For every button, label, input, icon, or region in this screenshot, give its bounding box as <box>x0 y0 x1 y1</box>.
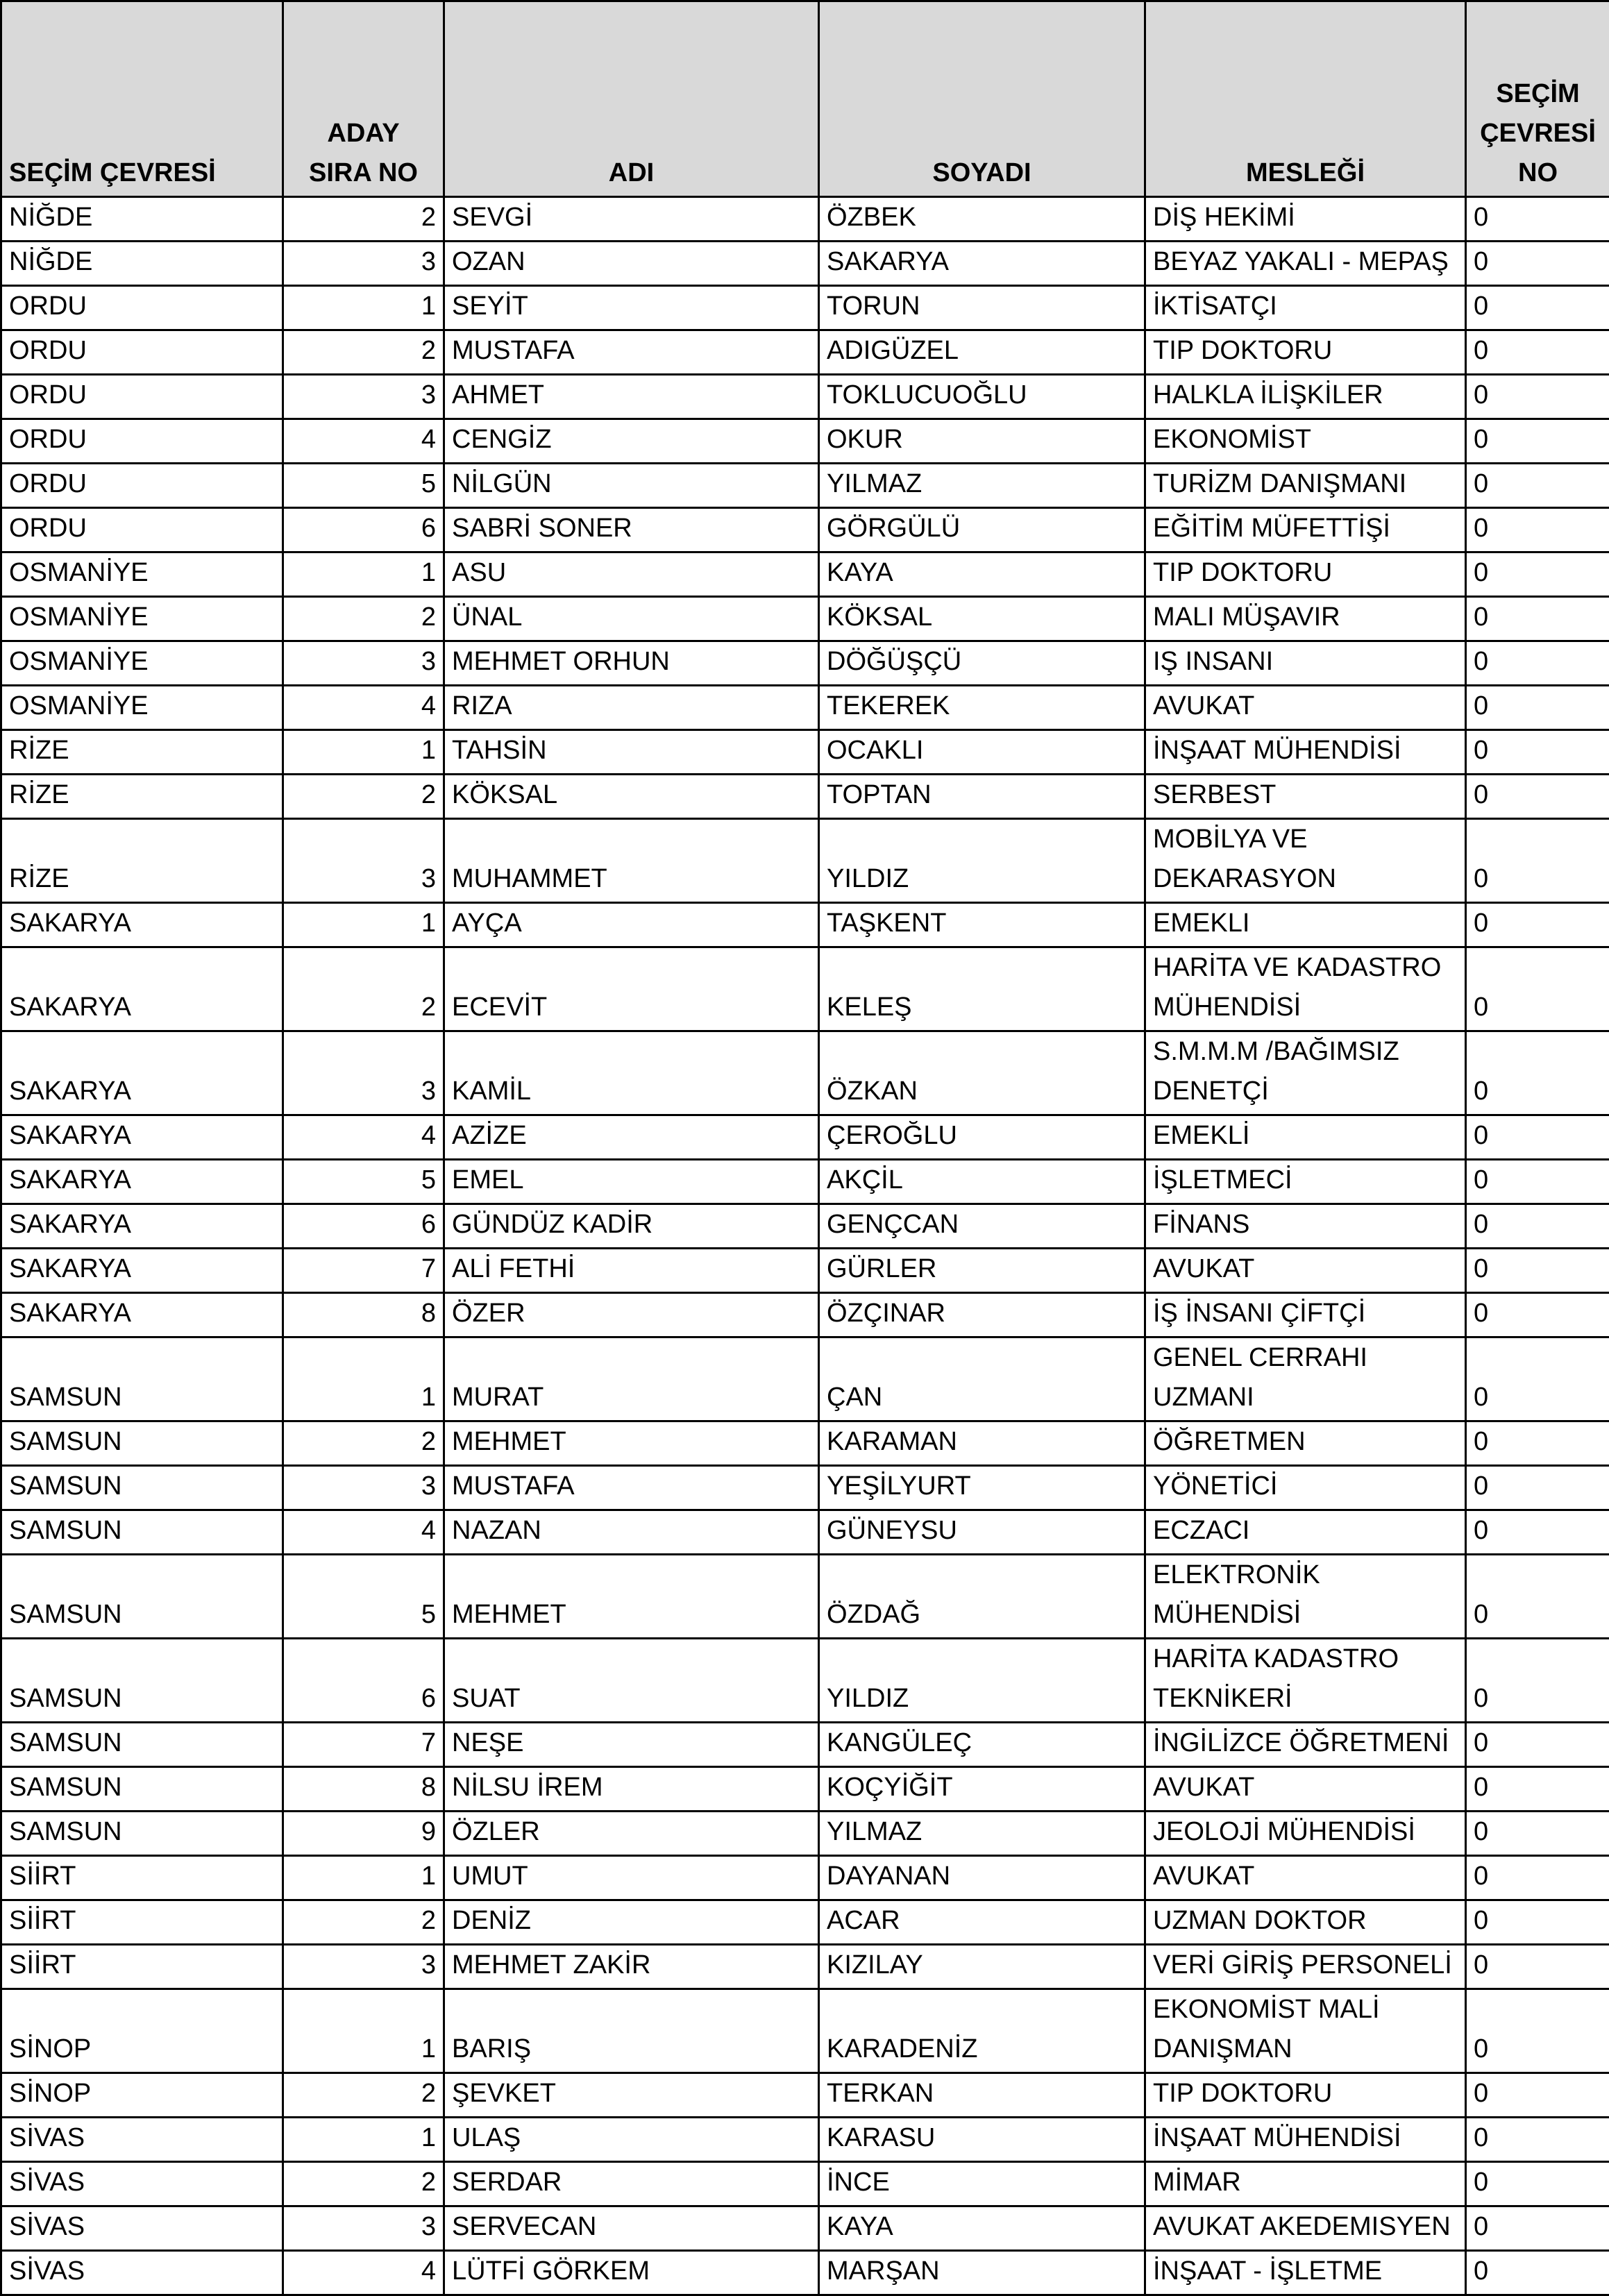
cell-district-no[interactable]: 0 <box>1466 1249 1609 1293</box>
cell-profession[interactable]: AVUKAT AKEDEMISYEN <box>1145 2206 1466 2251</box>
header-name[interactable]: ADI <box>444 1 819 197</box>
cell-district[interactable]: NİĞDE <box>1 197 283 242</box>
table-row <box>1 597 1609 641</box>
cell-name[interactable]: MEHMET <box>444 1555 819 1639</box>
cell-district-no[interactable]: 0 <box>1466 242 1609 286</box>
table-row <box>1 2162 1609 2206</box>
cell-surname[interactable]: KARAMAN <box>819 1421 1145 1466</box>
cell-order-no[interactable]: 8 <box>283 1293 444 1337</box>
cell-profession[interactable]: MİMAR <box>1145 2162 1466 2206</box>
table-row <box>1 464 1609 508</box>
cell-district-no[interactable]: 0 <box>1466 1204 1609 1249</box>
table-row <box>1 1466 1609 1510</box>
cell-profession[interactable]: HARİTA VE KADASTRO MÜHENDİSİ <box>1145 947 1466 1031</box>
cell-name[interactable]: DENİZ <box>444 1900 819 1945</box>
cell-surname[interactable]: YILMAZ <box>819 464 1145 508</box>
header-district[interactable]: SEÇİM ÇEVRESİ <box>1 1 283 197</box>
cell-district[interactable]: SAMSUN <box>1 1723 283 1767</box>
table-row <box>1 2251 1609 2295</box>
cell-profession[interactable]: HARİTA KADASTRO TEKNİKERİ <box>1145 1639 1466 1723</box>
cell-name[interactable]: SERDAR <box>444 2162 819 2206</box>
cell-order-no[interactable]: 9 <box>283 1812 444 1856</box>
cell-name[interactable]: AZİZE <box>444 1115 819 1160</box>
cell-order-no[interactable]: 2 <box>283 947 444 1031</box>
cell-name[interactable]: ÖZLER <box>444 1812 819 1856</box>
cell-surname[interactable]: KIZILAY <box>819 1945 1145 1989</box>
cell-profession[interactable]: AVUKAT <box>1145 1767 1466 1812</box>
cell-district[interactable]: ORDU <box>1 464 283 508</box>
cell-district-no[interactable]: 0 <box>1466 730 1609 775</box>
cell-order-no[interactable]: 2 <box>283 330 444 375</box>
cell-district-no[interactable]: 0 <box>1466 1812 1609 1856</box>
cell-surname[interactable]: ÖZBEK <box>819 197 1145 242</box>
cell-district[interactable]: SİVAS <box>1 2162 283 2206</box>
cell-profession[interactable]: AVUKAT <box>1145 1249 1466 1293</box>
table-row <box>1 552 1609 597</box>
cell-surname[interactable]: OKUR <box>819 419 1145 464</box>
header-district-no-label: SEÇİM ÇEVRESİ NO <box>1480 79 1596 187</box>
cell-district[interactable]: NİĞDE <box>1 242 283 286</box>
cell-order-no[interactable]: 4 <box>283 686 444 730</box>
cell-surname[interactable]: DAYANAN <box>819 1856 1145 1900</box>
cell-name[interactable]: NİLSU İREM <box>444 1767 819 1812</box>
cell-surname[interactable]: TEKEREK <box>819 686 1145 730</box>
cell-surname[interactable]: ÖZKAN <box>819 1031 1145 1115</box>
cell-name[interactable]: MEHMET ORHUN <box>444 641 819 686</box>
cell-profession[interactable]: ELEKTRONİK MÜHENDİSİ <box>1145 1555 1466 1639</box>
cell-district[interactable]: SİİRT <box>1 1856 283 1900</box>
cell-name[interactable]: LÜTFİ GÖRKEM <box>444 2251 819 2295</box>
table-row <box>1 1989 1609 2073</box>
cell-name[interactable]: TAHSİN <box>444 730 819 775</box>
cell-order-no[interactable]: 3 <box>283 2206 444 2251</box>
cell-profession[interactable]: UZMAN DOKTOR <box>1145 1900 1466 1945</box>
cell-district[interactable]: ORDU <box>1 330 283 375</box>
cell-district-no[interactable]: 0 <box>1466 1856 1609 1900</box>
table-row <box>1 1767 1609 1812</box>
cell-profession[interactable]: AVUKAT <box>1145 1856 1466 1900</box>
cell-district-no[interactable]: 0 <box>1466 2073 1609 2118</box>
table-row <box>1 641 1609 686</box>
cell-district[interactable]: RİZE <box>1 730 283 775</box>
cell-name[interactable]: ALİ FETHİ <box>444 1249 819 1293</box>
header-profession[interactable]: MESLEĞİ <box>1145 1 1466 197</box>
cell-profession[interactable]: ÖĞRETMEN <box>1145 1421 1466 1466</box>
cell-order-no[interactable]: 3 <box>283 1466 444 1510</box>
cell-profession[interactable]: ECZACI <box>1145 1510 1466 1555</box>
table-row <box>1 1293 1609 1337</box>
table-row <box>1 1337 1609 1421</box>
cell-order-no[interactable]: 4 <box>283 2251 444 2295</box>
cell-district[interactable]: SAMSUN <box>1 1812 283 1856</box>
cell-district[interactable]: SAKARYA <box>1 1293 283 1337</box>
cell-surname[interactable]: KANGÜLEÇ <box>819 1723 1145 1767</box>
cell-profession[interactable]: MOBİLYA VE DEKARASYON <box>1145 819 1466 903</box>
cell-district[interactable]: SAMSUN <box>1 1767 283 1812</box>
cell-order-no[interactable]: 1 <box>283 1989 444 2073</box>
cell-district-no[interactable]: 0 <box>1466 1466 1609 1510</box>
cell-district-no[interactable]: 0 <box>1466 508 1609 552</box>
cell-name[interactable]: ŞEVKET <box>444 2073 819 2118</box>
cell-profession[interactable]: TURİZM DANIŞMANI <box>1145 464 1466 508</box>
cell-profession[interactable]: DİŞ HEKİMİ <box>1145 197 1466 242</box>
cell-district[interactable]: SİVAS <box>1 2251 283 2295</box>
cell-surname[interactable]: OCAKLI <box>819 730 1145 775</box>
cell-district[interactable]: ORDU <box>1 508 283 552</box>
cell-district[interactable]: SAMSUN <box>1 1555 283 1639</box>
cell-surname[interactable]: KÖKSAL <box>819 597 1145 641</box>
cell-order-no[interactable]: 2 <box>283 1421 444 1466</box>
cell-surname[interactable]: ADIGÜZEL <box>819 330 1145 375</box>
cell-order-no[interactable]: 2 <box>283 2073 444 2118</box>
cell-district[interactable]: SİVAS <box>1 2118 283 2162</box>
cell-order-no[interactable]: 8 <box>283 1767 444 1812</box>
cell-profession[interactable]: TIP DOKTORU <box>1145 330 1466 375</box>
cell-profession[interactable]: AVUKAT <box>1145 686 1466 730</box>
cell-district-no[interactable]: 0 <box>1466 597 1609 641</box>
cell-profession[interactable]: S.M.M.M /BAĞIMSIZ DENETÇİ <box>1145 1031 1466 1115</box>
cell-district-no[interactable]: 0 <box>1466 686 1609 730</box>
cell-district-no[interactable]: 0 <box>1466 2251 1609 2295</box>
cell-district[interactable]: OSMANİYE <box>1 552 283 597</box>
cell-district[interactable]: SİNOP <box>1 1989 283 2073</box>
table-row <box>1 330 1609 375</box>
cell-district[interactable]: SAKARYA <box>1 903 283 947</box>
cell-district[interactable]: SAKARYA <box>1 1249 283 1293</box>
cell-order-no[interactable]: 7 <box>283 1723 444 1767</box>
cell-district-no[interactable]: 0 <box>1466 375 1609 419</box>
cell-name[interactable]: ÜNAL <box>444 597 819 641</box>
cell-district-no[interactable]: 0 <box>1466 1555 1609 1639</box>
table-row <box>1 242 1609 286</box>
cell-name[interactable]: OZAN <box>444 242 819 286</box>
cell-surname[interactable]: TOPTAN <box>819 775 1145 819</box>
cell-order-no[interactable]: 5 <box>283 464 444 508</box>
cell-district-no[interactable]: 0 <box>1466 1337 1609 1421</box>
cell-district[interactable]: RİZE <box>1 819 283 903</box>
cell-district-no[interactable]: 0 <box>1466 419 1609 464</box>
cell-name[interactable]: MURAT <box>444 1337 819 1421</box>
cell-order-no[interactable]: 7 <box>283 1249 444 1293</box>
cell-district-no[interactable]: 0 <box>1466 2118 1609 2162</box>
cell-surname[interactable]: GÜRLER <box>819 1249 1145 1293</box>
cell-name[interactable]: KAMİL <box>444 1031 819 1115</box>
cell-profession[interactable]: EĞİTİM MÜFETTİŞİ <box>1145 508 1466 552</box>
cell-district[interactable]: SAMSUN <box>1 1337 283 1421</box>
table-row <box>1 1555 1609 1639</box>
table-row <box>1 1421 1609 1466</box>
cell-order-no[interactable]: 3 <box>283 1945 444 1989</box>
cell-surname[interactable]: TORUN <box>819 286 1145 330</box>
cell-surname[interactable]: GÖRGÜLÜ <box>819 508 1145 552</box>
cell-surname[interactable]: KARADENİZ <box>819 1989 1145 2073</box>
cell-name[interactable]: ASU <box>444 552 819 597</box>
cell-name[interactable]: RIZA <box>444 686 819 730</box>
cell-profession[interactable]: TIP DOKTORU <box>1145 2073 1466 2118</box>
cell-district-no[interactable]: 0 <box>1466 197 1609 242</box>
cell-name[interactable]: GÜNDÜZ KADİR <box>444 1204 819 1249</box>
cell-surname[interactable]: TAŞKENT <box>819 903 1145 947</box>
cell-district-no[interactable]: 0 <box>1466 1160 1609 1204</box>
header-row <box>1 1 1609 197</box>
table-row <box>1 1510 1609 1555</box>
cell-district-no[interactable]: 0 <box>1466 1421 1609 1466</box>
header-order-no[interactable] <box>283 1 444 197</box>
cell-district-no[interactable]: 0 <box>1466 1945 1609 1989</box>
cell-district-no[interactable]: 0 <box>1466 2162 1609 2206</box>
cell-district-no[interactable]: 0 <box>1466 641 1609 686</box>
table-row <box>1 686 1609 730</box>
cell-district-no[interactable]: 0 <box>1466 1115 1609 1160</box>
cell-order-no[interactable]: 3 <box>283 242 444 286</box>
table-row <box>1 775 1609 819</box>
cell-order-no[interactable]: 1 <box>283 552 444 597</box>
table-row <box>1 419 1609 464</box>
cell-district-no[interactable]: 0 <box>1466 1767 1609 1812</box>
cell-district[interactable]: OSMANİYE <box>1 641 283 686</box>
table-row <box>1 197 1609 242</box>
cell-district[interactable]: RİZE <box>1 775 283 819</box>
cell-surname[interactable]: İNCE <box>819 2162 1145 2206</box>
cell-surname[interactable]: KARASU <box>819 2118 1145 2162</box>
cell-surname[interactable]: ÇEROĞLU <box>819 1115 1145 1160</box>
cell-profession[interactable]: FİNANS <box>1145 1204 1466 1249</box>
cell-order-no[interactable]: 2 <box>283 197 444 242</box>
cell-district-no[interactable]: 0 <box>1466 903 1609 947</box>
cell-surname[interactable]: GENÇCAN <box>819 1204 1145 1249</box>
cell-name[interactable]: SERVECAN <box>444 2206 819 2251</box>
cell-name[interactable]: AYÇA <box>444 903 819 947</box>
cell-district-no[interactable]: 0 <box>1466 1031 1609 1115</box>
cell-name[interactable]: BARIŞ <box>444 1989 819 2073</box>
table-row <box>1 286 1609 330</box>
cell-surname[interactable]: SAKARYA <box>819 242 1145 286</box>
cell-profession[interactable]: İŞ İNSANI ÇİFTÇİ <box>1145 1293 1466 1337</box>
cell-name[interactable]: SABRİ SONER <box>444 508 819 552</box>
cell-profession[interactable]: BEYAZ YAKALI - MEPAŞ <box>1145 242 1466 286</box>
cell-order-no[interactable]: 3 <box>283 641 444 686</box>
cell-order-no[interactable]: 2 <box>283 775 444 819</box>
cell-district[interactable]: OSMANİYE <box>1 597 283 641</box>
cell-district[interactable]: SİİRT <box>1 1900 283 1945</box>
cell-name[interactable]: MUSTAFA <box>444 330 819 375</box>
cell-surname[interactable]: ÖZÇINAR <box>819 1293 1145 1337</box>
table-row <box>1 2118 1609 2162</box>
table-row <box>1 1204 1609 1249</box>
header-district-no[interactable] <box>1466 1 1609 197</box>
cell-order-no[interactable]: 4 <box>283 1510 444 1555</box>
cell-profession[interactable]: IŞ INSANI <box>1145 641 1466 686</box>
table-row <box>1 1249 1609 1293</box>
table-row <box>1 819 1609 903</box>
cell-order-no[interactable]: 3 <box>283 1031 444 1115</box>
cell-surname[interactable]: DÖĞÜŞÇÜ <box>819 641 1145 686</box>
cell-profession[interactable]: İNŞAAT MÜHENDİSİ <box>1145 2118 1466 2162</box>
table-row <box>1 1031 1609 1115</box>
cell-district-no[interactable]: 0 <box>1466 947 1609 1031</box>
cell-district[interactable]: SAKARYA <box>1 1160 283 1204</box>
cell-name[interactable]: MUHAMMET <box>444 819 819 903</box>
cell-district[interactable]: SİİRT <box>1 1945 283 1989</box>
cell-profession[interactable]: EKONOMİST <box>1145 419 1466 464</box>
cell-surname[interactable]: GÜNEYSU <box>819 1510 1145 1555</box>
table-row <box>1 508 1609 552</box>
cell-surname[interactable]: YILMAZ <box>819 1812 1145 1856</box>
cell-district[interactable]: SAMSUN <box>1 1466 283 1510</box>
cell-district-no[interactable]: 0 <box>1466 552 1609 597</box>
table-row <box>1 903 1609 947</box>
cell-profession[interactable]: İNŞAAT - İŞLETME <box>1145 2251 1466 2295</box>
cell-name[interactable]: SEYİT <box>444 286 819 330</box>
cell-profession[interactable]: JEOLOJİ MÜHENDİSİ <box>1145 1812 1466 1856</box>
table-row <box>1 1723 1609 1767</box>
cell-district-no[interactable]: 0 <box>1466 1510 1609 1555</box>
cell-order-no[interactable]: 6 <box>283 1639 444 1723</box>
cell-district[interactable]: SİNOP <box>1 2073 283 2118</box>
cell-profession[interactable]: EMEKLİ <box>1145 1115 1466 1160</box>
cell-surname[interactable]: KOÇYİĞİT <box>819 1767 1145 1812</box>
cell-name[interactable]: NEŞE <box>444 1723 819 1767</box>
cell-name[interactable]: ULAŞ <box>444 2118 819 2162</box>
table-row <box>1 1115 1609 1160</box>
cell-name[interactable]: ÖZER <box>444 1293 819 1337</box>
table-row <box>1 1812 1609 1856</box>
cell-order-no[interactable]: 1 <box>283 903 444 947</box>
cell-order-no[interactable]: 1 <box>283 1337 444 1421</box>
table-body <box>1 197 1609 2295</box>
cell-district[interactable]: SAKARYA <box>1 1031 283 1115</box>
cell-order-no[interactable]: 6 <box>283 1204 444 1249</box>
cell-order-no[interactable]: 5 <box>283 1555 444 1639</box>
table-row <box>1 375 1609 419</box>
table-row <box>1 947 1609 1031</box>
cell-surname[interactable]: ÖZDAĞ <box>819 1555 1145 1639</box>
cell-order-no[interactable]: 2 <box>283 597 444 641</box>
cell-surname[interactable]: ÇAN <box>819 1337 1145 1421</box>
cell-profession[interactable]: MALI MÜŞAVIR <box>1145 597 1466 641</box>
cell-name[interactable]: MUSTAFA <box>444 1466 819 1510</box>
cell-order-no[interactable]: 1 <box>283 1856 444 1900</box>
cell-district-no[interactable]: 0 <box>1466 2206 1609 2251</box>
cell-order-no[interactable]: 3 <box>283 819 444 903</box>
cell-profession[interactable]: EMEKLI <box>1145 903 1466 947</box>
cell-order-no[interactable]: 1 <box>283 2118 444 2162</box>
cell-profession[interactable]: İNŞAAT MÜHENDİSİ <box>1145 730 1466 775</box>
cell-order-no[interactable]: 5 <box>283 1160 444 1204</box>
cell-name[interactable]: NİLGÜN <box>444 464 819 508</box>
cell-surname[interactable]: YEŞİLYURT <box>819 1466 1145 1510</box>
cell-name[interactable]: EMEL <box>444 1160 819 1204</box>
cell-profession[interactable]: VERİ GİRİŞ PERSONELİ <box>1145 1945 1466 1989</box>
cell-surname[interactable]: TERKAN <box>819 2073 1145 2118</box>
table-row <box>1 1945 1609 1989</box>
cell-surname[interactable]: YILDIZ <box>819 819 1145 903</box>
cell-surname[interactable]: MARŞAN <box>819 2251 1145 2295</box>
cell-order-no[interactable]: 4 <box>283 419 444 464</box>
header-surname[interactable]: SOYADI <box>819 1 1145 197</box>
cell-name[interactable]: MEHMET ZAKİR <box>444 1945 819 1989</box>
cell-district[interactable]: ORDU <box>1 419 283 464</box>
cell-surname[interactable]: TOKLUCUOĞLU <box>819 375 1145 419</box>
cell-profession[interactable]: İKTİSATÇI <box>1145 286 1466 330</box>
cell-order-no[interactable]: 1 <box>283 286 444 330</box>
cell-district-no[interactable]: 0 <box>1466 330 1609 375</box>
cell-name[interactable]: NAZAN <box>444 1510 819 1555</box>
cell-district[interactable]: ORDU <box>1 375 283 419</box>
cell-district-no[interactable]: 0 <box>1466 775 1609 819</box>
cell-district-no[interactable]: 0 <box>1466 1989 1609 2073</box>
cell-name[interactable]: UMUT <box>444 1856 819 1900</box>
cell-profession[interactable]: HALKLA İLİŞKİLER <box>1145 375 1466 419</box>
cell-district-no[interactable]: 0 <box>1466 1639 1609 1723</box>
cell-district[interactable]: SAKARYA <box>1 1204 283 1249</box>
cell-name[interactable]: KÖKSAL <box>444 775 819 819</box>
cell-district[interactable]: SAMSUN <box>1 1421 283 1466</box>
cell-district[interactable]: ORDU <box>1 286 283 330</box>
cell-district[interactable]: SİVAS <box>1 2206 283 2251</box>
cell-name[interactable]: AHMET <box>444 375 819 419</box>
cell-profession[interactable]: SERBEST <box>1145 775 1466 819</box>
cell-surname[interactable]: KAYA <box>819 2206 1145 2251</box>
cell-order-no[interactable]: 4 <box>283 1115 444 1160</box>
cell-profession[interactable]: YÖNETİCİ <box>1145 1466 1466 1510</box>
table-row <box>1 730 1609 775</box>
table-row <box>1 1639 1609 1723</box>
cell-profession[interactable]: İNGİLİZCE ÖĞRETMENİ <box>1145 1723 1466 1767</box>
table-row <box>1 2073 1609 2118</box>
cell-order-no[interactable]: 2 <box>283 2162 444 2206</box>
cell-surname[interactable]: KELEŞ <box>819 947 1145 1031</box>
cell-name[interactable]: SEVGİ <box>444 197 819 242</box>
cell-order-no[interactable]: 6 <box>283 508 444 552</box>
cell-surname[interactable]: YILDIZ <box>819 1639 1145 1723</box>
cell-district-no[interactable]: 0 <box>1466 1900 1609 1945</box>
cell-name[interactable]: ECEVİT <box>444 947 819 1031</box>
table-row <box>1 1160 1609 1204</box>
cell-order-no[interactable]: 2 <box>283 1900 444 1945</box>
cell-district[interactable]: SAMSUN <box>1 1639 283 1723</box>
header-order-no-label: ADAY SIRA NO <box>309 119 418 187</box>
table-row <box>1 2206 1609 2251</box>
cell-district-no[interactable]: 0 <box>1466 819 1609 903</box>
cell-profession[interactable]: İŞLETMECİ <box>1145 1160 1466 1204</box>
cell-profession[interactable]: GENEL CERRAHI UZMANI <box>1145 1337 1466 1421</box>
cell-district[interactable]: SAMSUN <box>1 1510 283 1555</box>
cell-district[interactable]: OSMANİYE <box>1 686 283 730</box>
cell-surname[interactable]: KAYA <box>819 552 1145 597</box>
cell-order-no[interactable]: 3 <box>283 375 444 419</box>
table-row <box>1 1856 1609 1900</box>
cell-name[interactable]: SUAT <box>444 1639 819 1723</box>
cell-profession[interactable]: EKONOMİST MALİ DANIŞMAN <box>1145 1989 1466 2073</box>
cell-district-no[interactable]: 0 <box>1466 286 1609 330</box>
cell-surname[interactable]: AKÇİL <box>819 1160 1145 1204</box>
cell-district-no[interactable]: 0 <box>1466 464 1609 508</box>
cell-district-no[interactable]: 0 <box>1466 1723 1609 1767</box>
cell-district[interactable]: SAKARYA <box>1 947 283 1031</box>
cell-order-no[interactable]: 1 <box>283 730 444 775</box>
cell-district[interactable]: SAKARYA <box>1 1115 283 1160</box>
cell-name[interactable]: MEHMET <box>444 1421 819 1466</box>
table-row <box>1 1900 1609 1945</box>
cell-profession[interactable]: TIP DOKTORU <box>1145 552 1466 597</box>
cell-name[interactable]: CENGİZ <box>444 419 819 464</box>
cell-surname[interactable]: ACAR <box>819 1900 1145 1945</box>
cell-district-no[interactable]: 0 <box>1466 1293 1609 1337</box>
